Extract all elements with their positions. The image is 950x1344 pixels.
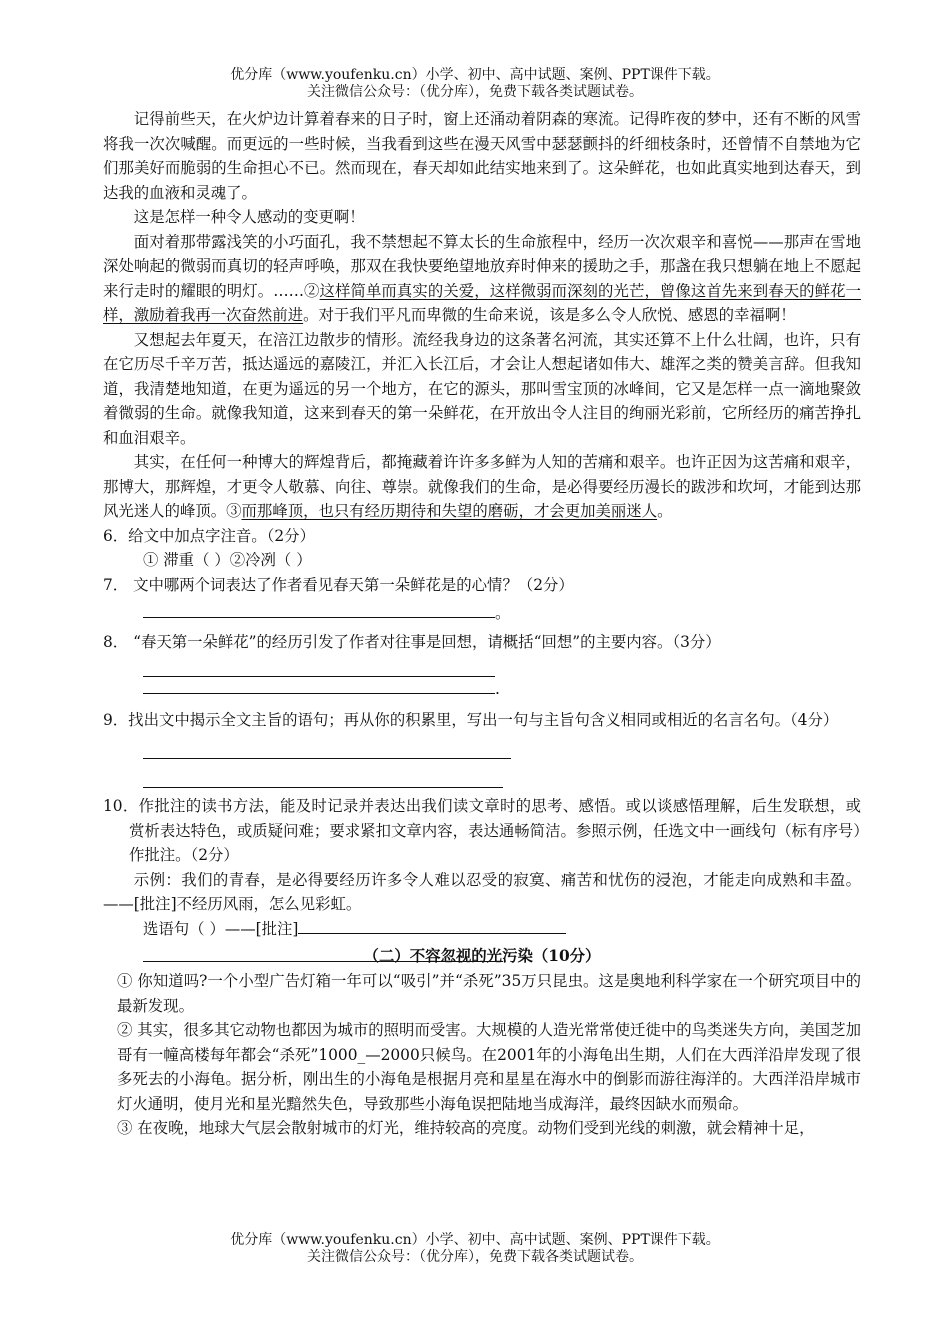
underlined-sentence-3: 而那峰顶，也只有经历期待和失望的磨砺，才会更加美丽迷人 [241, 502, 658, 520]
answer-end: 。 [495, 604, 511, 622]
question-10: 10．作批注的读书方法，能及时记录并表达出我们读文章时的思考、感悟。或以谈感悟理解，后生发联想，或赏析表达特色，或质疑问难；要求紧扣文章内容，表达通畅简洁。参照示例，任选文中一画线句（标有序号）作批注。（2分） [103, 797, 861, 864]
paragraph-text: 面对着那带露浅笑的小巧面孔，我不禁想起不算太长的生命旅程中，经历一次次艰辛和喜悦——那声在雪地深处响起的微弱而真切的轻声呼唤，那双在我快要绝望地放弃时伸来的援助之手，那盏在我只想躺在地上不愿起来行走时的耀眼的明灯。……② [103, 232, 861, 300]
section-2-title-row [103, 943, 861, 969]
answer-line[interactable] [143, 677, 495, 694]
paragraph-text: 其实，在任何一种博大的辉煌背后，都掩藏着许许多多鲜为人知的苦痛和艰辛。也许正因为这苦痛和艰辛，那博大，那辉煌，才更令人敬慕、向往、尊崇。就像我们的生命，是必得要经历漫长的跋涉和坎坷，才能到达那风光迷人的峰顶。③ [103, 453, 861, 520]
page-header [0, 67, 950, 101]
question-9-answer-line-2[interactable] [143, 769, 503, 788]
answer-end: . [495, 680, 500, 698]
annotation-answer-line[interactable] [298, 917, 566, 934]
choose-label: 选语句（ ）——[批注] [143, 919, 299, 938]
question-7: 7． 文中哪两个词表达了作者看见春天第一朵鲜花是的心情？（2分） [103, 575, 574, 594]
header-line-1: 优分库（www.youfenku.cn）小学、初中、高中试题、案例、PPT课件下载。 [230, 67, 720, 83]
question-8-answer-row [103, 677, 861, 702]
section-2-paragraph-1: ① 你知道吗?一个小型广告灯箱一年可以“吸引”并“杀死”35万只昆虫。这是奥地利科学家在一个研究项目中的最新发现。 [117, 972, 861, 1015]
passage-paragraph-3 [103, 230, 861, 328]
underlined-sentence-2: 这样简单而真实的关爱，这样微弱而深刻的光芒，曾像这首先来到春天的鲜花一样，激励着我再一次奋然前进 [103, 281, 861, 324]
answer-line[interactable] [143, 601, 495, 618]
question-10-choose [103, 917, 861, 942]
footer-line-2: 关注微信公众号：（优分库），免费下载各类试题试卷。 [307, 1249, 643, 1265]
passage-paragraph-4: 又想起去年夏天，在涪江边散步的情形。流经我身边的这条著名河流，其实还算不上什么壮阔，也许，只有在它历尽千辛万苦，抵达遥远的嘉陵江，并汇入长江后，才会让人想起诸如伟大、雄浑之类的赞美言辞。但我知道，我清楚地知道，在更为遥远的另一个地方，在它的源头，那叫雪宝顶的冰峰间，它又是怎样一点一滴地聚敛着微弱的生命。就像我知道，这来到春天的第一朵鲜花，在开放出令人注目的绚丽光彩前，它所经历的痛苦挣扎和血泪艰辛。 [103, 330, 861, 447]
page-footer [0, 1232, 950, 1266]
question-9: 9．找出文中揭示全文主旨的语句；再从你的积累里，写出一句与主旨句含义相同或相近的名言名句。（4分） [103, 710, 839, 729]
header-line-2: 关注微信公众号：（优分库），免费下载各类试题试卷。 [307, 84, 643, 100]
question-8: 8． “春天第一朵鲜花”的经历引发了作者对往事是回想，请概括“回想”的主要内容。（3分） [103, 632, 721, 651]
question-10-example: 示例：我们的青春，是必得要经历许多令人难以忍受的寂寞、痛苦和忧伤的浸泡，才能走向成熟和丰盈。——[批注]不经历风雨，怎么见彩虹。 [103, 870, 861, 913]
question-6-blanks: ① 滞重（ ）②冷冽（ ） [143, 551, 312, 569]
section-2-paragraph-2: ② 其实，很多其它动物也都因为城市的照明而受害。大规模的人造光常常使迁徙中的鸟类迷失方向，美国芝加哥有一幢高楼每年都会“杀死”1000_—2000只候鸟。在2001年的小海龟出生期，人们在大西洋沿岸发现了很多死去的小海龟。据分析，刚出生的小海龟是根据月亮和星星在海水中的倒影而游往海洋的。大西洋沿岸城市灯火通明，使月光和星光黯然失色，导致那些小海龟误把陆地当成海洋，最终因缺水而殒命。 [117, 1021, 861, 1113]
document-body [103, 107, 861, 1141]
footer-line-1: 优分库（www.youfenku.cn）小学、初中、高中试题、案例、PPT课件下载。 [230, 1232, 720, 1248]
passage-paragraph-5 [103, 450, 861, 524]
paragraph-text: 。对于我们平凡而卑微的生命来说，该是多么令人欣悦、感恩的幸福啊！ [303, 306, 796, 324]
question-7-answer [103, 601, 861, 626]
question-9-answer-line-1[interactable] [143, 740, 511, 759]
passage-paragraph-1: 记得前些天，在火炉边计算着春来的日子时，窗上还涌动着阴森的寒流。记得昨夜的梦中，还有不断的风雪将我一次次喊醒。而更远的一些时候，当我看到这些在漫天风雪中瑟瑟颤抖的纤细枝条时，还曾情不自禁地为它们那美好而脆弱的生命担心不已。然而现在，春天却如此结实地来到了。这朵鲜花，也如此真实地到达春天，到达我的血液和灵魂了。 [103, 110, 861, 202]
question-8-answer-line-1[interactable] [143, 658, 495, 677]
passage-paragraph-2: 这是怎样一种令人感动的变更啊！ [133, 208, 365, 226]
section-2-title: （二）不容忽视的光污染（10分） [363, 947, 601, 965]
question-6: 6．给文中加点字注音。（2分） [103, 526, 315, 545]
paragraph-text: 。 [657, 502, 673, 520]
section-2-paragraph-3: ③ 在夜晚，地球大气层会散射城市的灯光，维持较高的亮度。动物们受到光线的刺激，就会精神十足， [117, 1119, 815, 1137]
